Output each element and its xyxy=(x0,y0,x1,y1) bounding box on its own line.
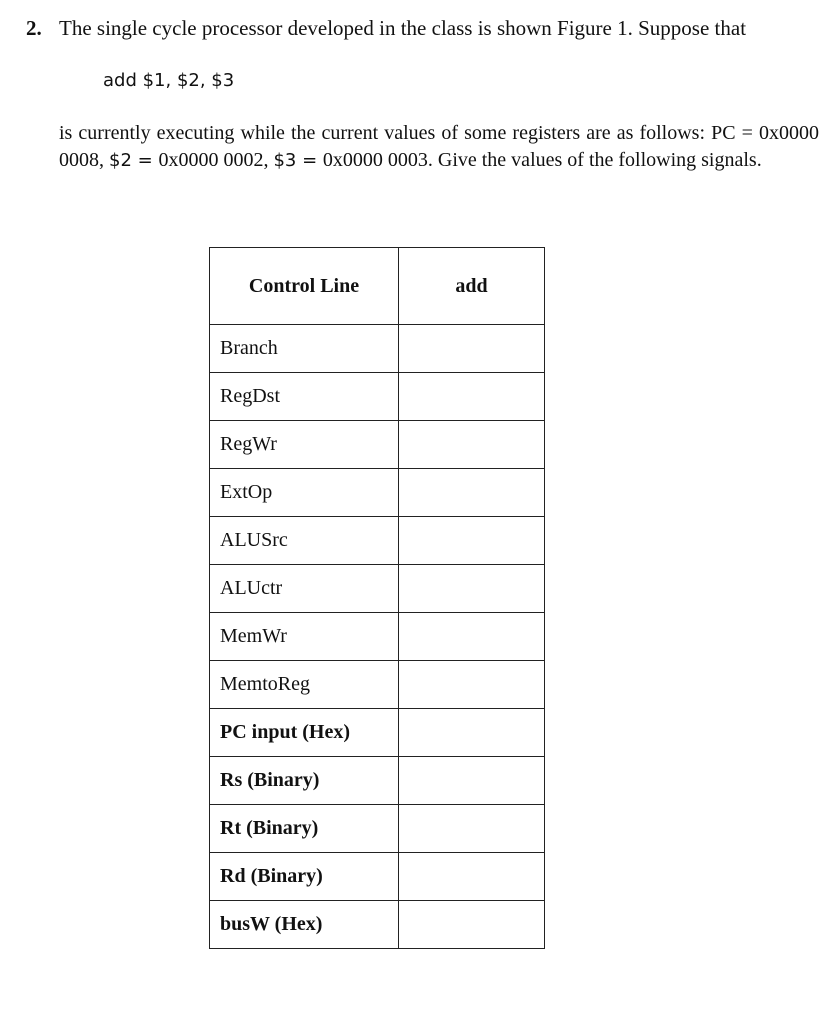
header-control-line: Control Line xyxy=(210,248,399,325)
table-row xyxy=(210,421,545,469)
table-row xyxy=(210,325,545,373)
question-number: 2. xyxy=(26,16,42,40)
table-row xyxy=(210,757,545,805)
row-label-busw: busW (Hex) xyxy=(210,901,399,949)
row-value-memwr[interactable] xyxy=(399,613,545,661)
row-label-pc-input: PC input (Hex) xyxy=(210,709,399,757)
reg3-value: 0x0000 0003 xyxy=(322,148,428,171)
row-value-rt[interactable] xyxy=(399,805,545,853)
row-label-rd: Rd (Binary) xyxy=(210,853,399,901)
row-value-rs[interactable] xyxy=(399,757,545,805)
table-header-row xyxy=(210,248,545,325)
control-signals-table xyxy=(209,247,545,949)
separator-1: , xyxy=(99,148,109,171)
row-label-rs: Rs (Binary) xyxy=(210,757,399,805)
row-label-memwr: MemWr xyxy=(210,613,399,661)
table-row xyxy=(210,661,545,709)
table-row xyxy=(210,613,545,661)
row-value-aluctr[interactable] xyxy=(399,565,545,613)
separator-2: , xyxy=(263,148,274,171)
reg3-name: $3 xyxy=(273,149,297,171)
row-value-alusrc[interactable] xyxy=(399,517,545,565)
equals-1: = xyxy=(131,149,159,171)
question-text: The single cycle processor developed in the class is shown Figure 1. Suppose that xyxy=(59,16,747,40)
row-label-regwr: RegWr xyxy=(210,421,399,469)
row-value-regwr[interactable] xyxy=(399,421,545,469)
table-row xyxy=(210,469,545,517)
row-value-regdst[interactable] xyxy=(399,373,545,421)
table-row xyxy=(210,805,545,853)
row-label-aluctr: ALUctr xyxy=(210,565,399,613)
row-value-pc-input[interactable] xyxy=(399,709,545,757)
paragraph-text-2: . Give the values of the following signals. xyxy=(427,148,762,171)
row-label-branch: Branch xyxy=(210,325,399,373)
table-row xyxy=(210,565,545,613)
table-row xyxy=(210,517,545,565)
row-value-branch[interactable] xyxy=(399,325,545,373)
row-value-extop[interactable] xyxy=(399,469,545,517)
row-value-rd[interactable] xyxy=(399,853,545,901)
equals-2: = xyxy=(296,149,323,171)
row-label-memtoreg: MemtoReg xyxy=(210,661,399,709)
paragraph-text-1: is currently executing while the current values of some registers are as follows: PC = xyxy=(59,122,759,144)
row-label-alusrc: ALUSrc xyxy=(210,517,399,565)
row-label-extop: ExtOp xyxy=(210,469,399,517)
table-row xyxy=(210,709,545,757)
row-value-memtoreg[interactable] xyxy=(399,661,545,709)
instruction-code: add $1, $2, $3 xyxy=(103,70,235,91)
table-row xyxy=(210,901,545,949)
row-label-rt: Rt (Binary) xyxy=(210,805,399,853)
reg2-name: $2 xyxy=(109,149,132,171)
question-paragraph xyxy=(59,120,819,174)
reg2-value: 0x0000 0002 xyxy=(158,148,264,171)
pc-value: 0x0000 0008 xyxy=(59,122,819,171)
header-add: add xyxy=(399,248,545,325)
table-row xyxy=(210,373,545,421)
row-value-busw[interactable] xyxy=(399,901,545,949)
row-label-regdst: RegDst xyxy=(210,373,399,421)
table-row xyxy=(210,853,545,901)
question-header xyxy=(26,14,746,42)
